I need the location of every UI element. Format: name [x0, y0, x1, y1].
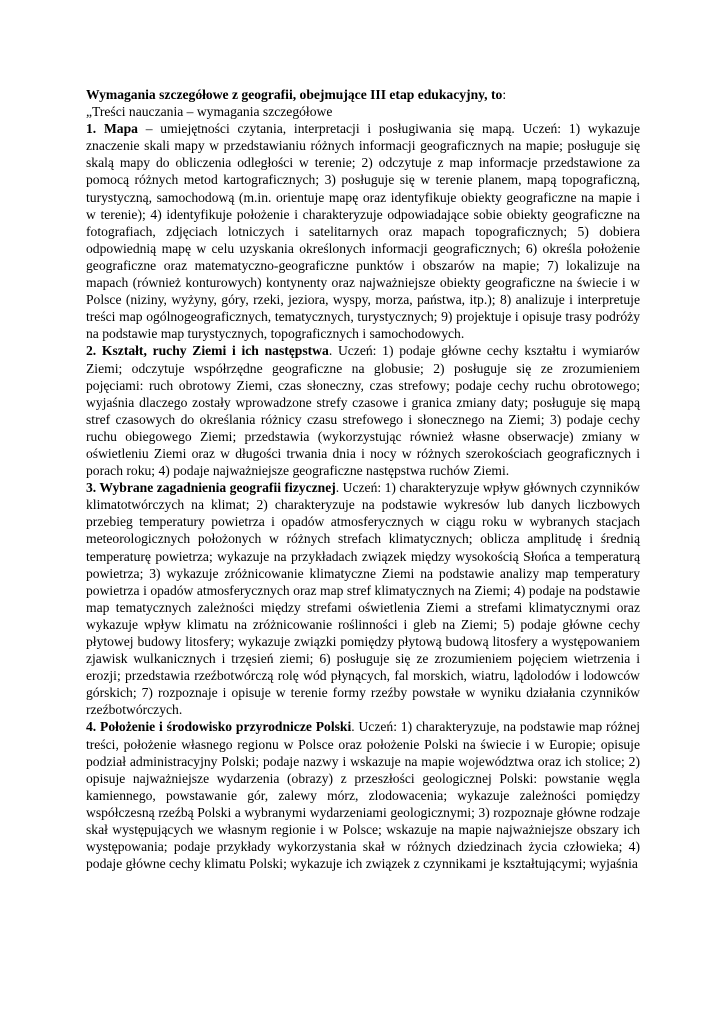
section-title: 4. Położenie i środowisko przyrodnicze Polski [86, 719, 352, 735]
document-body [86, 86, 640, 872]
section-title: 1. Mapa [86, 121, 138, 137]
heading-colon: : [502, 87, 507, 102]
section-paragraph-3 [86, 479, 640, 718]
document-heading [86, 86, 640, 103]
section-title: 2. Kształt, ruchy Ziemi i ich następstwa [86, 343, 329, 359]
document-subheading: „Treści nauczania – wymagania szczegółowe [86, 104, 333, 120]
section-body: . Uczeń: 1) charakteryzuje, na podstawie map różnej treści, położenie własnego regionu w Polsce oraz położenie Polski na świecie i w Europie; opisuje podział administracyjny Polski; podaje nazwy i wskazuje na mapie województwa oraz ich stolice; 2) opisuje najważniejsze wydarzenia (obrazy) z przeszłości geologicznej Polski: powstanie węgla kamiennego, powstawanie gór, zalewy mórz, zlodowacenia; wykazuje zależności pomiędzy współczesną rzeźbą Polski a wybranymi wydarzeniami geologicznymi; 3) rozpoznaje główne rodzaje skał występujących we własnym regionie i w Polsce; wskazuje na mapie najważniejsze obszary ich występowania; podaje przykłady wykorzystania skał w różnych dziedzinach życia człowieka; 4) podaje główne cechy klimatu Polski; wykazuje ich związek z czynnikami je kształtującymi; wyjaśnia [86, 719, 641, 872]
section-body: – umiejętności czytania, interpretacji i posługiwania się mapą. Uczeń: 1) wykazuje znaczenie skali mapy w przedstawianiu różnych informacji geograficznych na mapie; posługuje się skalą mapy do obliczenia odległości w terenie; 2) odczytuje z map informacje przedstawione za pomocą różnych metod kartograficznych; 3) posługuje się w terenie planem, mapą topograficzną, turystyczną, samochodową (m.in. orientuje mapę oraz identyfikuje obiekty geograficzne na mapie i w terenie); 4) identyfikuje położenie i charakteryzuje odpowiadające sobie obiekty geograficzne na fotografiach, zdjęciach lotniczych i satelitarnych oraz mapach topograficznych; 5) dobiera odpowiednią mapę w celu uzyskania określonych informacji geograficznych; 6) określa położenie geograficzne oraz matematyczno-geograficzne punktów i obszarów na mapie; 7) lokalizuje na mapach (również konturowych) kontynenty oraz najważniejsze obiekty geograficzne na świecie i w Polsce (niziny, wyżyny, góry, rzeki, jeziora, wyspy, morza, państwa, itp.); 8) analizuje i interpretuje treści map ogólnogeograficznych, tematycznych, turystycznych; 9) projektuje i opisuje trasy podróży na podstawie map turystycznych, topograficznych i samochodowych. [86, 121, 641, 342]
heading-bold-text: Wymagania szczegółowe z geografii, obejmujące III etap edukacyjny, to [86, 87, 503, 102]
section-paragraph-2 [86, 342, 640, 479]
section-title: 3. Wybrane zagadnienia geografii fizycznej [86, 480, 336, 496]
section-paragraph-1 [86, 120, 640, 342]
section-body: . Uczeń: 1) charakteryzuje wpływ głównych czynników klimatotwórczych na klimat; 2) charakteryzuje na podstawie wykresów lub danych liczbowych przebieg temperatury powietrza i opadów atmosferycznych w ciągu roku w wybranych stacjach meteorologicznych położonych w różnych strefach klimatycznych; oblicza amplitudę i średnią temperaturę powietrza; wykazuje na przykładach związek między wysokością Słońca a temperaturą powietrza; 3) wykazuje zróżnicowanie klimatyczne Ziemi na podstawie analizy map temperatury powietrza i opadów atmosferycznych oraz map stref klimatycznych na Ziemi; 4) podaje na podstawie map tematycznych zależności między strefami oświetlenia Ziemi a strefami klimatycznymi oraz wykazuje wpływ klimatu na zróżnicowanie roślinności i gleb na Ziemi; 5) podaje główne cechy płytowej budowy litosfery; wykazuje związki pomiędzy płytową budową litosfery a występowaniem zjawisk wulkanicznych i trzęsień ziemi; 6) posługuje się ze zrozumieniem pojęciem wietrzenia i erozji; przedstawia rzeźbotwórczą rolę wód płynących, fal morskich, wiatru, lądolodów i lodowców górskich; 7) rozpoznaje i opisuje w terenie formy rzeźby powstałe w wyniku działania czynników rzeźbotwórczych. [86, 480, 640, 718]
section-paragraph-4 [86, 718, 640, 872]
section-body: . Uczeń: 1) podaje główne cechy kształtu i wymiarów Ziemi; odczytuje współrzędne geograficzne na globusie; 2) posługuje się ze zrozumieniem pojęciami: ruch obrotowy Ziemi, czas słoneczny, czas strefowy; podaje cechy ruchu obrotowego; wyjaśnia dlaczego zostały wprowadzone strefy czasowe i granica zmiany daty; posługuje się mapą stref czasowych do określania różnicy czasu strefowego i słonecznego na Ziemi; 3) podaje cechy ruchu obiegowego Ziemi; przedstawia (wykorzystując również własne obserwacje) zmiany w oświetleniu Ziemi oraz w długości trwania dnia i nocy w różnych szerokościach geograficznych i porach roku; 4) podaje najważniejsze geograficzne następstwa ruchów Ziemi. [86, 343, 640, 479]
